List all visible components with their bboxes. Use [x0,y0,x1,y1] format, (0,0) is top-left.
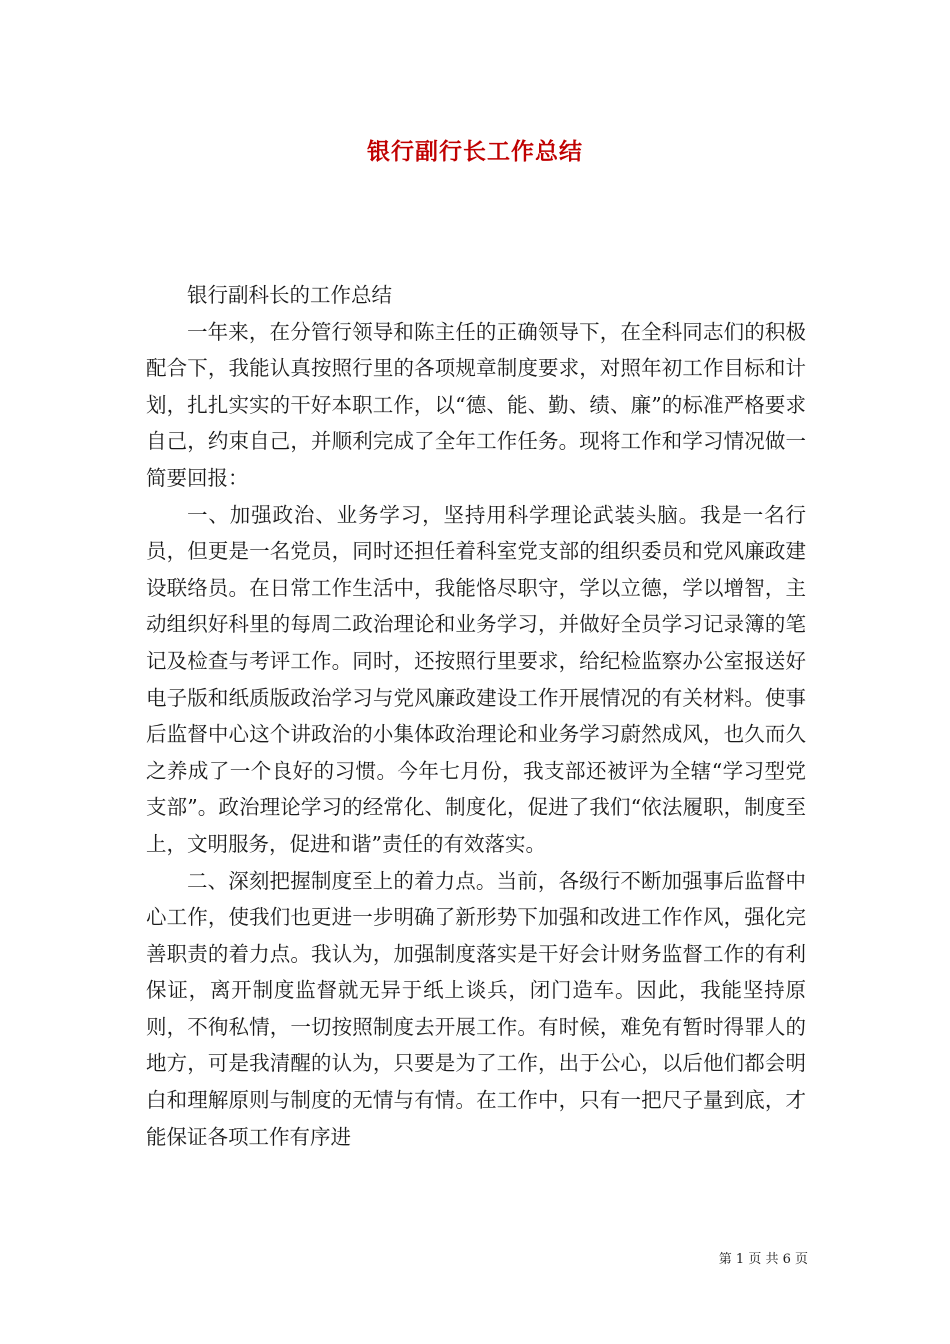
paragraph-section-2: 二、深刻把握制度至上的着力点。当前，各级行不断加强事后监督中心工作，使我们也更进一步明确了新形势下加强和改进工作作风，强化完善职责的着力点。我认为，加强制度落实是干好会计财务监督工作的有利保证，离开制度监督就无异于纸上谈兵，闭门造车。因此，我能坚持原则，不徇私情，一切按照制度去开展工作。有时候，难免有暂时得罪人的地方，可是我清醒的认为，只要是为了工作，出于公心，以后他们都会明白和理解原则与制度的无情与有情。在工作中，只有一把尺子量到底，才能保证各项工作有序进 [146,868,806,1149]
document-body [146,277,806,1155]
paragraph-intro: 一年来，在分管行领导和陈主任的正确领导下，在全科同志们的积极配合下，我能认真按照行里的各项规章制度要求，对照年初工作目标和计划，扎扎实实的干好本职工作，以“德、能、勤、绩、廉”的标准严格要求自己，约束自己，并顺利完成了全年工作任务。现将工作和学习情况做一简要回报： [146,319,806,490]
page-number: 第 1 页 共 6 页 [718,1252,808,1267]
paragraph-section-1: 一、加强政治、业务学习，坚持用科学理论武装头脑。我是一名行员，但更是一名党员，同时还担任着科室党支部的组织委员和党风廉政建设联络员。在日常工作生活中，我能恪尽职守，学以立德，学以增智，主动组织好科里的每周二政治理论和业务学习，并做好全员学习记录簿的笔记及检查与考评工作。同时，还按照行里要求，给纪检监察办公室报送好电子版和纸质版政治学习与党风廉政建设工作开展情况的有关材料。使事后监督中心这个讲政治的小集体政治理论和业务学习蔚然成风，也久而久之养成了一个良好的习惯。今年七月份，我支部还被评为全辖“学习型党支部”。政治理论学习的经常化、制度化，促进了我们“依法履职，制度至上，文明服务，促进和谐”责任的有效落实。 [146,502,806,856]
document-subtitle: 银行副科长的工作总结 [187,283,392,307]
document-title: 银行副行长工作总结 [367,138,583,165]
